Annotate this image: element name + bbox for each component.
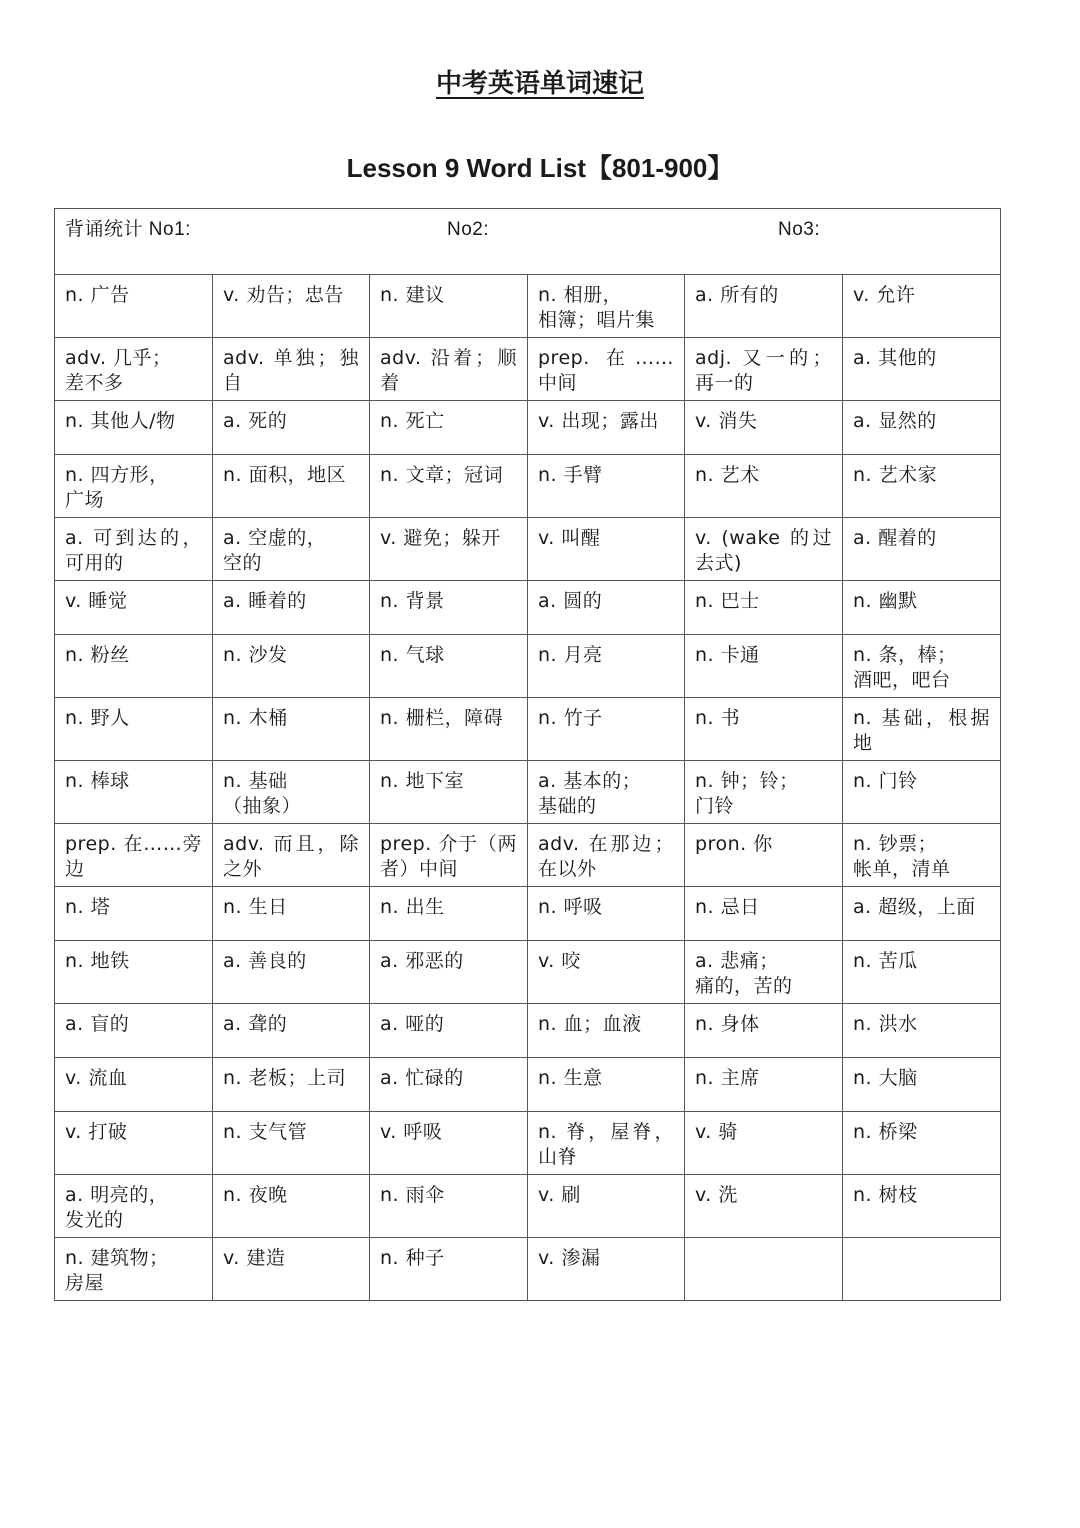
word-meaning: v. 咬 bbox=[538, 950, 581, 972]
word-meaning: n. 桥梁 bbox=[853, 1121, 918, 1143]
word-cell bbox=[55, 941, 213, 1004]
word-cell bbox=[55, 1004, 213, 1058]
word-row bbox=[55, 581, 1001, 635]
word-meaning: n. 背景 bbox=[380, 590, 445, 612]
word-cell bbox=[213, 401, 370, 455]
word-cell bbox=[843, 761, 1001, 824]
word-meaning: n. 支气管 bbox=[223, 1121, 308, 1143]
word-meaning: adv. 单独；独自 bbox=[223, 347, 359, 394]
word-cell bbox=[843, 824, 1001, 887]
word-meaning: n. 文章；冠词 bbox=[380, 464, 504, 486]
word-meaning: a. 醒着的 bbox=[853, 527, 937, 549]
word-cell bbox=[843, 1058, 1001, 1112]
word-meaning: v. (wake 的过去式) bbox=[695, 527, 832, 574]
word-meaning: prep. 在……旁边 bbox=[65, 833, 202, 880]
word-cell bbox=[370, 275, 528, 338]
word-meaning: v. 消失 bbox=[695, 410, 758, 432]
word-meaning: n. 其他人/物 bbox=[65, 410, 176, 432]
word-meaning: a. 哑的 bbox=[380, 1013, 445, 1035]
word-cell bbox=[843, 1238, 1001, 1301]
word-meaning: a. 悲痛； 痛的，苦的 bbox=[695, 950, 793, 997]
word-meaning: a. 睡着的 bbox=[223, 590, 307, 612]
word-meaning: prep. 介于（两者）中间 bbox=[380, 833, 517, 880]
word-cell bbox=[213, 1004, 370, 1058]
word-row bbox=[55, 941, 1001, 1004]
word-meaning: n. 老板；上司 bbox=[223, 1067, 347, 1089]
word-cell bbox=[528, 401, 685, 455]
word-cell bbox=[843, 338, 1001, 401]
word-list-table bbox=[54, 208, 1001, 1301]
word-meaning: n. 基础，根据地 bbox=[853, 707, 990, 754]
word-meaning: v. 打破 bbox=[65, 1121, 128, 1143]
word-meaning: n. 夜晚 bbox=[223, 1184, 288, 1206]
word-meaning: n. 地铁 bbox=[65, 950, 130, 972]
word-meaning: n. 广告 bbox=[65, 284, 130, 306]
word-meaning: a. 死的 bbox=[223, 410, 288, 432]
word-cell bbox=[528, 824, 685, 887]
word-cell bbox=[370, 635, 528, 698]
word-cell bbox=[55, 887, 213, 941]
word-cell bbox=[55, 824, 213, 887]
word-meaning: a. 善良的 bbox=[223, 950, 307, 972]
word-meaning: n. 月亮 bbox=[538, 644, 603, 666]
word-meaning: n. 身体 bbox=[695, 1013, 760, 1035]
stat-no1-label: 背诵统计 No1: bbox=[65, 219, 191, 240]
word-row bbox=[55, 1058, 1001, 1112]
word-meaning: n. 建筑物； 房屋 bbox=[65, 1247, 169, 1294]
word-meaning: n. 相册， 相簿；唱片集 bbox=[538, 284, 656, 331]
word-meaning: n. 野人 bbox=[65, 707, 130, 729]
word-row bbox=[55, 1238, 1001, 1301]
word-cell bbox=[370, 518, 528, 581]
word-meaning: n. 沙发 bbox=[223, 644, 288, 666]
word-cell bbox=[55, 401, 213, 455]
word-cell bbox=[213, 1058, 370, 1112]
word-row bbox=[55, 401, 1001, 455]
word-meaning: n. 血；血液 bbox=[538, 1013, 642, 1035]
word-meaning: a. 空虚的， 空的 bbox=[223, 527, 327, 574]
word-cell bbox=[528, 1058, 685, 1112]
word-cell bbox=[55, 1175, 213, 1238]
word-cell bbox=[843, 635, 1001, 698]
word-cell bbox=[55, 761, 213, 824]
word-meaning: a. 所有的 bbox=[695, 284, 779, 306]
word-meaning: n. 钞票； 帐单，清单 bbox=[853, 833, 951, 880]
word-cell bbox=[370, 338, 528, 401]
word-cell bbox=[843, 941, 1001, 1004]
word-meaning: n. 出生 bbox=[380, 896, 445, 918]
word-meaning: n. 艺术家 bbox=[853, 464, 938, 486]
word-row bbox=[55, 761, 1001, 824]
word-meaning: n. 建议 bbox=[380, 284, 445, 306]
word-row bbox=[55, 824, 1001, 887]
word-cell bbox=[370, 761, 528, 824]
word-meaning: n. 棒球 bbox=[65, 770, 130, 792]
lesson-subtitle: Lesson 9 Word List【801-900】 bbox=[346, 153, 734, 183]
word-cell bbox=[685, 581, 843, 635]
word-cell bbox=[213, 518, 370, 581]
word-meaning: n. 呼吸 bbox=[538, 896, 603, 918]
word-cell bbox=[843, 1004, 1001, 1058]
word-meaning: v. 避免；躲开 bbox=[380, 527, 501, 549]
word-row bbox=[55, 455, 1001, 518]
word-cell bbox=[685, 518, 843, 581]
word-cell bbox=[685, 401, 843, 455]
word-cell bbox=[213, 698, 370, 761]
word-meaning: n. 生日 bbox=[223, 896, 288, 918]
word-cell bbox=[685, 1238, 843, 1301]
word-cell bbox=[528, 887, 685, 941]
word-cell bbox=[213, 455, 370, 518]
word-cell bbox=[370, 887, 528, 941]
word-cell bbox=[55, 455, 213, 518]
word-cell bbox=[213, 1175, 370, 1238]
word-cell bbox=[370, 824, 528, 887]
word-row bbox=[55, 635, 1001, 698]
word-cell bbox=[685, 455, 843, 518]
word-cell bbox=[685, 338, 843, 401]
word-cell bbox=[685, 1112, 843, 1175]
word-cell bbox=[528, 941, 685, 1004]
word-meaning: a. 邪恶的 bbox=[380, 950, 464, 972]
word-cell bbox=[843, 518, 1001, 581]
word-cell bbox=[213, 1112, 370, 1175]
word-meaning: n. 种子 bbox=[380, 1247, 445, 1269]
word-meaning: a. 聋的 bbox=[223, 1013, 288, 1035]
word-meaning: n. 面积，地区 bbox=[223, 464, 347, 486]
word-meaning: n. 幽默 bbox=[853, 590, 918, 612]
word-cell bbox=[55, 518, 213, 581]
word-meaning: n. 塔 bbox=[65, 896, 111, 918]
word-meaning: v. 渗漏 bbox=[538, 1247, 601, 1269]
word-meaning: n. 条，棒； 酒吧，吧台 bbox=[853, 644, 957, 691]
word-meaning: n. 钟；铃； 门铃 bbox=[695, 770, 799, 817]
word-cell bbox=[213, 824, 370, 887]
word-cell bbox=[843, 581, 1001, 635]
word-cell bbox=[370, 1175, 528, 1238]
word-meaning: pron. 你 bbox=[695, 833, 773, 855]
stats-row bbox=[55, 209, 1001, 275]
word-meaning: n. 生意 bbox=[538, 1067, 603, 1089]
word-cell bbox=[528, 1004, 685, 1058]
word-cell bbox=[843, 1112, 1001, 1175]
word-meaning: adv. 而且，除之外 bbox=[223, 833, 359, 880]
word-cell bbox=[685, 698, 843, 761]
word-table-body bbox=[55, 209, 1001, 1301]
word-cell bbox=[370, 401, 528, 455]
word-row bbox=[55, 1175, 1001, 1238]
word-cell bbox=[685, 761, 843, 824]
word-cell bbox=[528, 275, 685, 338]
word-cell bbox=[685, 275, 843, 338]
word-meaning: adj. 又一的；再一的 bbox=[695, 347, 832, 394]
word-meaning: v. 允许 bbox=[853, 284, 916, 306]
word-meaning: a. 超级，上面 bbox=[853, 896, 976, 918]
word-cell bbox=[528, 455, 685, 518]
word-meaning: n. 粉丝 bbox=[65, 644, 130, 666]
word-meaning: n. 艺术 bbox=[695, 464, 760, 486]
word-cell bbox=[685, 824, 843, 887]
word-meaning: v. 洗 bbox=[695, 1184, 738, 1206]
word-cell bbox=[685, 635, 843, 698]
word-cell bbox=[843, 887, 1001, 941]
word-meaning: adv. 几乎； 差不多 bbox=[65, 347, 172, 394]
word-meaning: adv. 在那边；在以外 bbox=[538, 833, 674, 880]
word-cell bbox=[843, 455, 1001, 518]
word-cell bbox=[55, 1058, 213, 1112]
word-row bbox=[55, 518, 1001, 581]
word-meaning: n. 死亡 bbox=[380, 410, 445, 432]
word-cell bbox=[55, 581, 213, 635]
stat-no2-label: No2: bbox=[447, 219, 490, 240]
word-cell bbox=[55, 275, 213, 338]
word-cell bbox=[370, 455, 528, 518]
word-meaning: n. 门铃 bbox=[853, 770, 918, 792]
word-meaning: a. 盲的 bbox=[65, 1013, 130, 1035]
word-meaning: n. 洪水 bbox=[853, 1013, 918, 1035]
recitation-stats-cell bbox=[55, 209, 1001, 275]
word-meaning: n. 脊，屋脊，山脊 bbox=[538, 1121, 674, 1168]
word-cell bbox=[213, 581, 370, 635]
word-cell bbox=[528, 1238, 685, 1301]
word-cell bbox=[213, 635, 370, 698]
word-cell bbox=[370, 1112, 528, 1175]
word-meaning: n. 卡通 bbox=[695, 644, 760, 666]
word-meaning: n. 雨伞 bbox=[380, 1184, 445, 1206]
word-meaning: v. 呼吸 bbox=[380, 1121, 443, 1143]
word-row bbox=[55, 698, 1001, 761]
word-meaning: v. 睡觉 bbox=[65, 590, 128, 612]
word-meaning: n. 苦瓜 bbox=[853, 950, 918, 972]
word-cell bbox=[370, 581, 528, 635]
word-cell bbox=[370, 1238, 528, 1301]
word-meaning: a. 忙碌的 bbox=[380, 1067, 464, 1089]
word-cell bbox=[685, 887, 843, 941]
word-meaning: a. 可到达的，可用的 bbox=[65, 527, 202, 574]
word-meaning: n. 气球 bbox=[380, 644, 445, 666]
word-meaning: n. 基础 （抽象） bbox=[223, 770, 302, 817]
word-cell bbox=[528, 761, 685, 824]
word-cell bbox=[370, 1058, 528, 1112]
word-cell bbox=[528, 635, 685, 698]
word-meaning: n. 栅栏，障碍 bbox=[380, 707, 504, 729]
word-meaning: v. 出现；露出 bbox=[538, 410, 659, 432]
word-row bbox=[55, 275, 1001, 338]
word-meaning: v. 刷 bbox=[538, 1184, 581, 1206]
word-meaning: n. 地下室 bbox=[380, 770, 465, 792]
word-cell bbox=[370, 941, 528, 1004]
word-meaning: n. 手臂 bbox=[538, 464, 603, 486]
word-row bbox=[55, 338, 1001, 401]
word-meaning: n. 忌日 bbox=[695, 896, 760, 918]
word-cell bbox=[685, 1004, 843, 1058]
word-row bbox=[55, 887, 1001, 941]
word-meaning: prep. 在……中间 bbox=[538, 347, 674, 394]
word-meaning: a. 其他的 bbox=[853, 347, 937, 369]
word-cell bbox=[685, 941, 843, 1004]
word-cell bbox=[528, 698, 685, 761]
word-cell bbox=[528, 338, 685, 401]
word-meaning: a. 显然的 bbox=[853, 410, 937, 432]
word-meaning: n. 木桶 bbox=[223, 707, 288, 729]
word-meaning: v. 流血 bbox=[65, 1067, 128, 1089]
word-meaning: n. 树枝 bbox=[853, 1184, 918, 1206]
word-cell bbox=[528, 1112, 685, 1175]
word-cell bbox=[55, 338, 213, 401]
stat-no3-label: No3: bbox=[778, 219, 821, 240]
word-cell bbox=[55, 635, 213, 698]
word-cell bbox=[213, 338, 370, 401]
word-meaning: n. 书 bbox=[695, 707, 741, 729]
word-cell bbox=[685, 1175, 843, 1238]
word-meaning: v. 骑 bbox=[695, 1121, 738, 1143]
word-cell bbox=[213, 887, 370, 941]
word-cell bbox=[213, 941, 370, 1004]
word-cell bbox=[370, 698, 528, 761]
word-meaning: n. 竹子 bbox=[538, 707, 603, 729]
document-title-text: 中考英语单词速记 bbox=[435, 69, 644, 99]
word-cell bbox=[528, 518, 685, 581]
word-cell bbox=[843, 1175, 1001, 1238]
word-meaning: n. 大脑 bbox=[853, 1067, 918, 1089]
word-cell bbox=[370, 1004, 528, 1058]
word-meaning: n. 四方形， 广场 bbox=[65, 464, 169, 511]
word-meaning: adv. 沿着；顺着 bbox=[380, 347, 517, 394]
word-meaning: n. 巴士 bbox=[695, 590, 760, 612]
word-meaning: v. 叫醒 bbox=[538, 527, 601, 549]
word-meaning: a. 基本的； 基础的 bbox=[538, 770, 642, 817]
word-meaning: v. 劝告；忠告 bbox=[223, 284, 344, 306]
word-cell bbox=[55, 1112, 213, 1175]
word-cell bbox=[843, 698, 1001, 761]
word-meaning: a. 圆的 bbox=[538, 590, 603, 612]
word-meaning: n. 主席 bbox=[695, 1067, 760, 1089]
word-row bbox=[55, 1004, 1001, 1058]
word-cell bbox=[213, 275, 370, 338]
document-title bbox=[0, 64, 1080, 104]
word-cell bbox=[528, 1175, 685, 1238]
word-cell bbox=[528, 581, 685, 635]
word-row bbox=[55, 1112, 1001, 1175]
word-meaning: a. 明亮的， 发光的 bbox=[65, 1184, 169, 1231]
word-cell bbox=[213, 1238, 370, 1301]
word-cell bbox=[213, 761, 370, 824]
word-cell bbox=[55, 1238, 213, 1301]
word-cell bbox=[685, 1058, 843, 1112]
word-cell bbox=[843, 275, 1001, 338]
word-cell bbox=[843, 401, 1001, 455]
word-meaning: v. 建造 bbox=[223, 1247, 286, 1269]
word-cell bbox=[55, 698, 213, 761]
